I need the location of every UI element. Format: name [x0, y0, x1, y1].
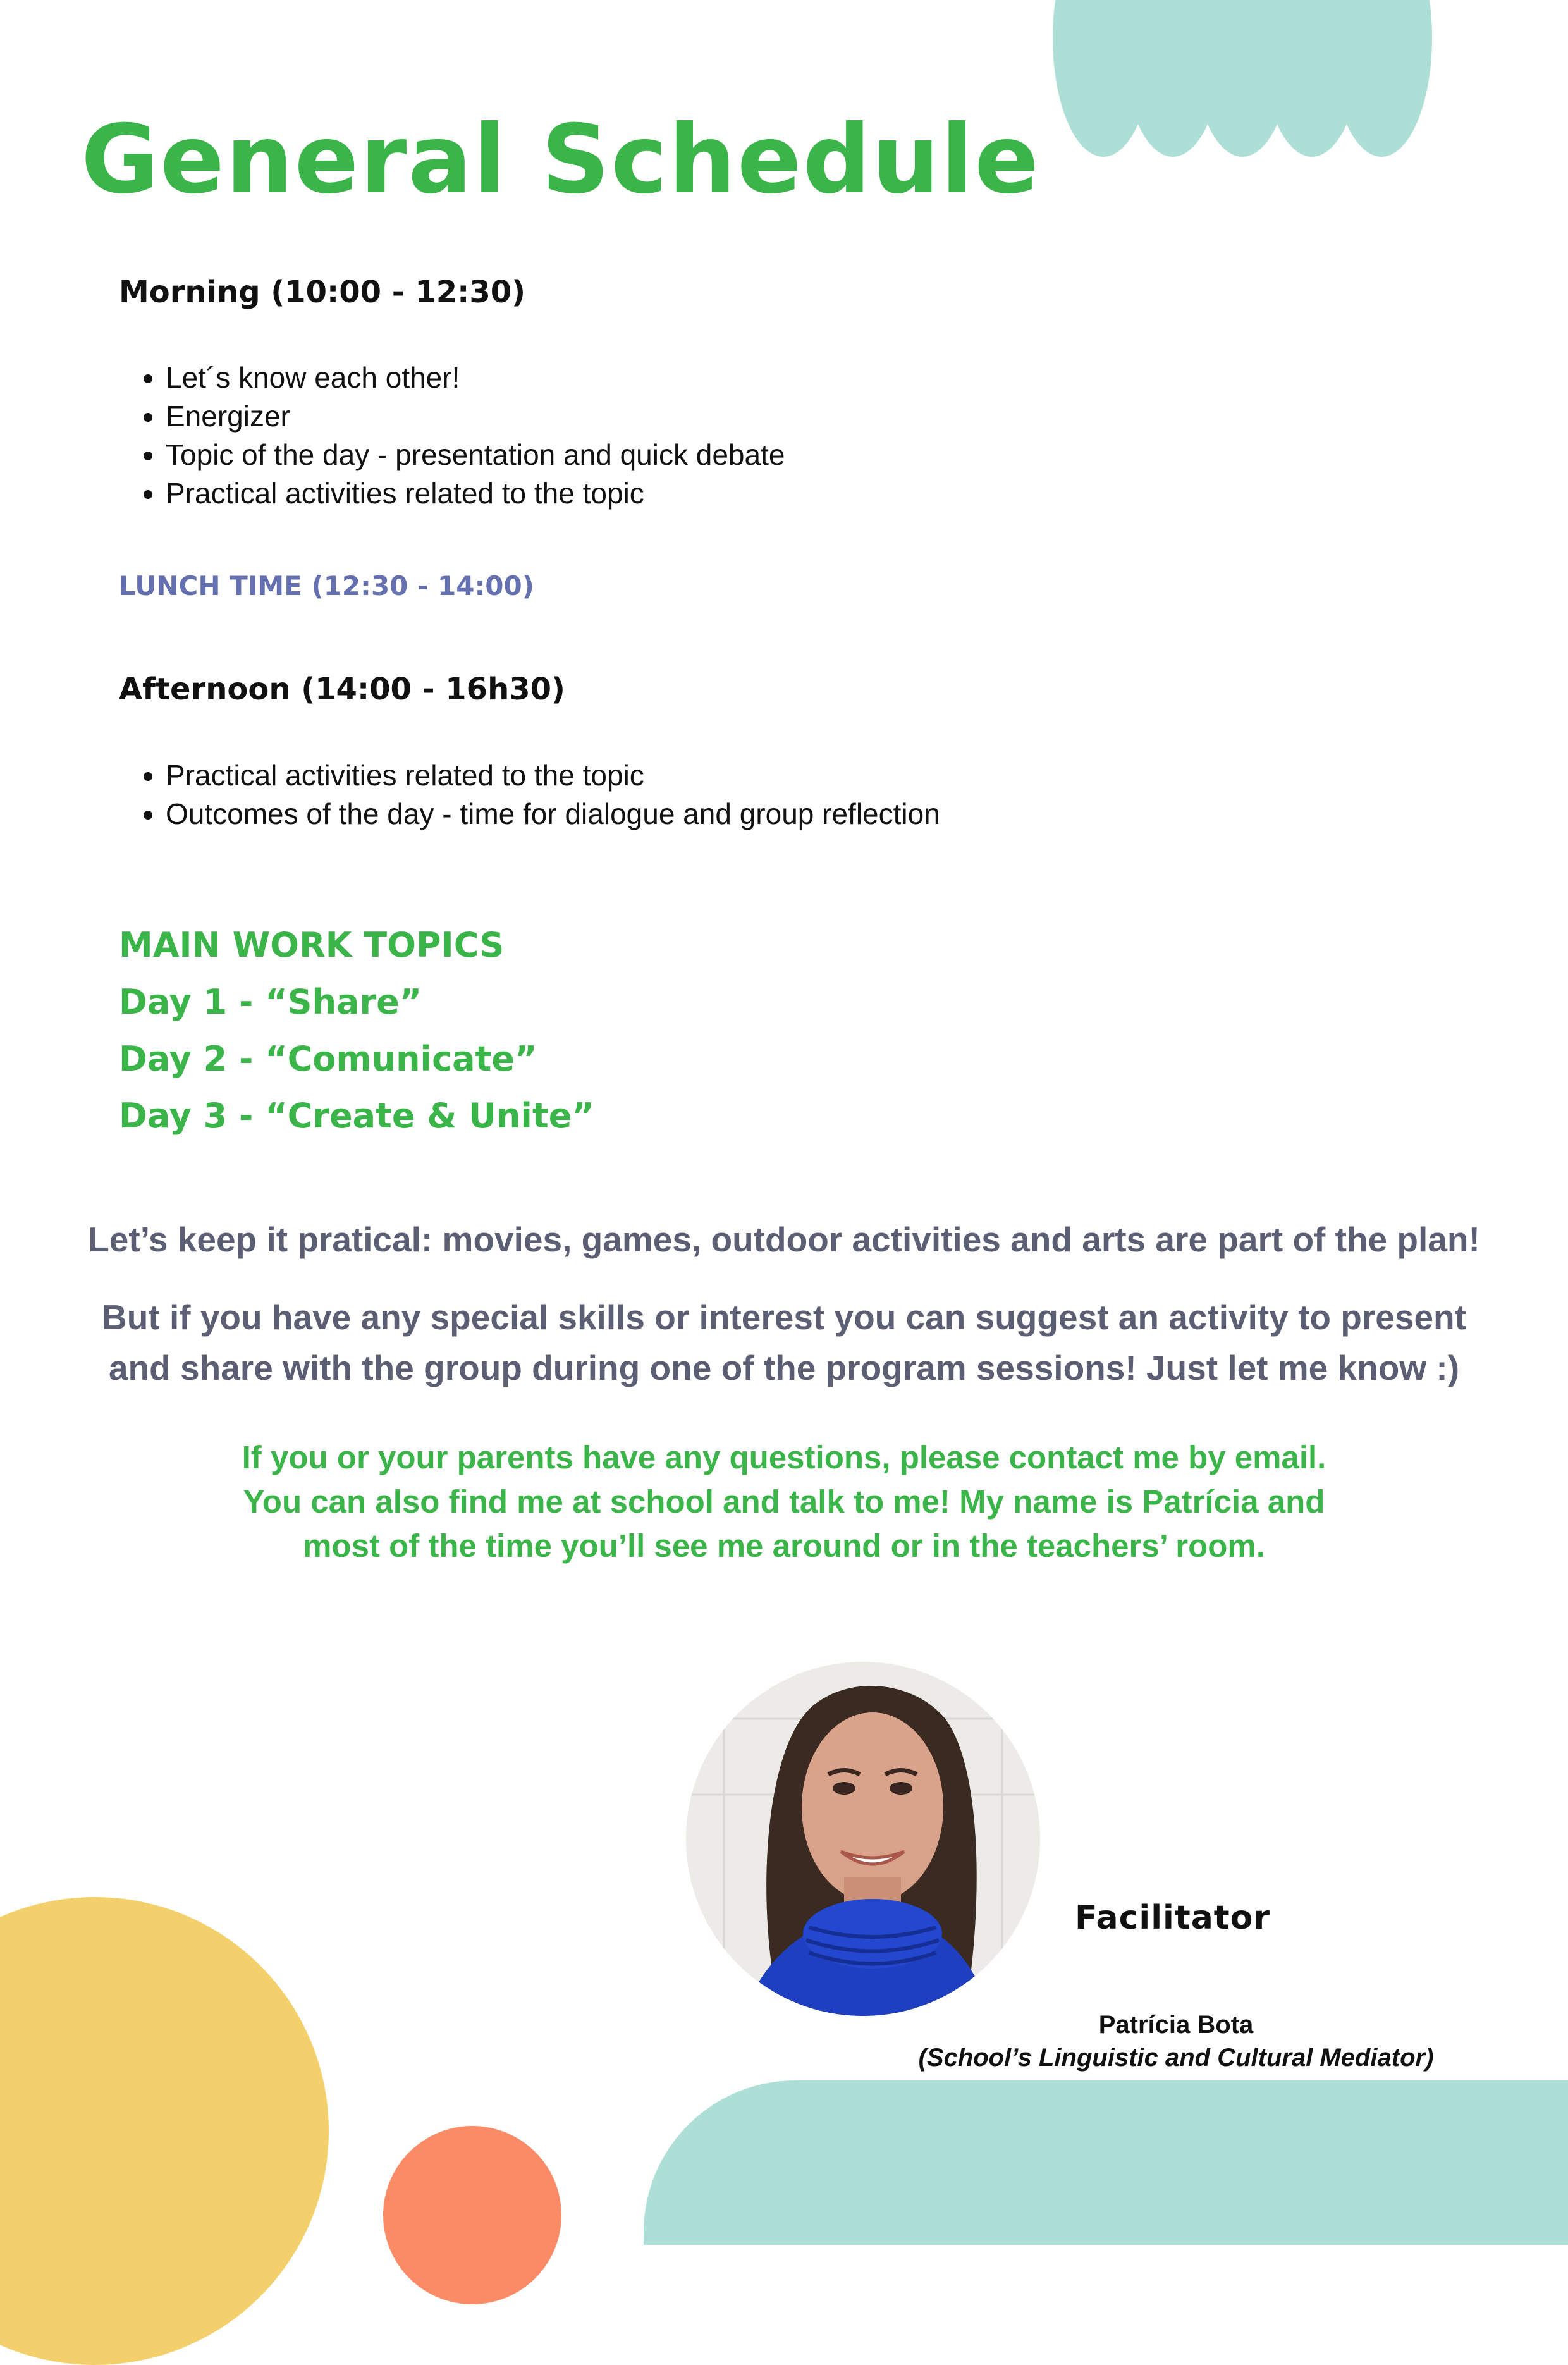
list-item: • Practical activities related to the topic: [166, 474, 785, 513]
facilitator-photo: [686, 1662, 1040, 2016]
skills-note: [0, 1292, 1568, 1393]
list-item: • Practical activities related to the topic: [166, 756, 940, 795]
afternoon-list: [126, 756, 940, 833]
skills-line-2: and share with the group during one of the program sessions! Just let me know :): [108, 1348, 1460, 1387]
main-topics: [119, 917, 594, 1145]
contact-line-3: most of the time you’ll see me around or in the teachers’ room.: [303, 1528, 1265, 1564]
topics-heading: MAIN WORK TOPICS: [119, 925, 505, 965]
contact-message: [0, 1435, 1568, 1568]
topic-day-2: Day 2 - “Comunicate”: [119, 1039, 537, 1079]
decorative-scallops: [1043, 0, 1461, 158]
skills-line-1: But if you have any special skills or interest you can suggest an activity to present: [102, 1298, 1466, 1337]
contact-line-1: If you or your parents have any questions, please contact me by email.: [242, 1439, 1326, 1475]
lunch-heading: LUNCH TIME (12:30 - 14:00): [119, 570, 534, 601]
list-item: • Let´s know each other!: [166, 359, 785, 397]
decorative-orange-circle: [383, 2126, 561, 2304]
list-item: • Energizer: [166, 397, 785, 436]
facilitator-label: Facilitator: [1075, 1899, 1271, 1937]
list-item: • Outcomes of the day - time for dialogue and group reflection: [166, 795, 940, 833]
topic-day-1: Day 1 - “Share”: [119, 982, 422, 1022]
practical-note: Let’s keep it pratical: movies, games, outdoor activities and arts are part of the plan!: [88, 1220, 1480, 1259]
decorative-yellow-circle: [0, 1897, 329, 2365]
facilitator-role: (School’s Linguistic and Cultural Mediator): [918, 2044, 1434, 2072]
morning-list: [126, 359, 785, 513]
contact-line-2: You can also find me at school and talk to me! My name is Patrícia and: [243, 1484, 1325, 1520]
list-item: • Topic of the day - presentation and quick debate: [166, 436, 785, 474]
decorative-teal-shape: [644, 2080, 1568, 2245]
facilitator-name: Patrícia Bota: [1098, 2011, 1254, 2039]
morning-heading: Morning (10:00 - 12:30): [119, 274, 526, 310]
page-title: General Schedule: [81, 105, 1040, 215]
afternoon-heading: Afternoon (14:00 - 16h30): [119, 672, 565, 707]
topic-day-3: Day 3 - “Create & Unite”: [119, 1096, 594, 1136]
